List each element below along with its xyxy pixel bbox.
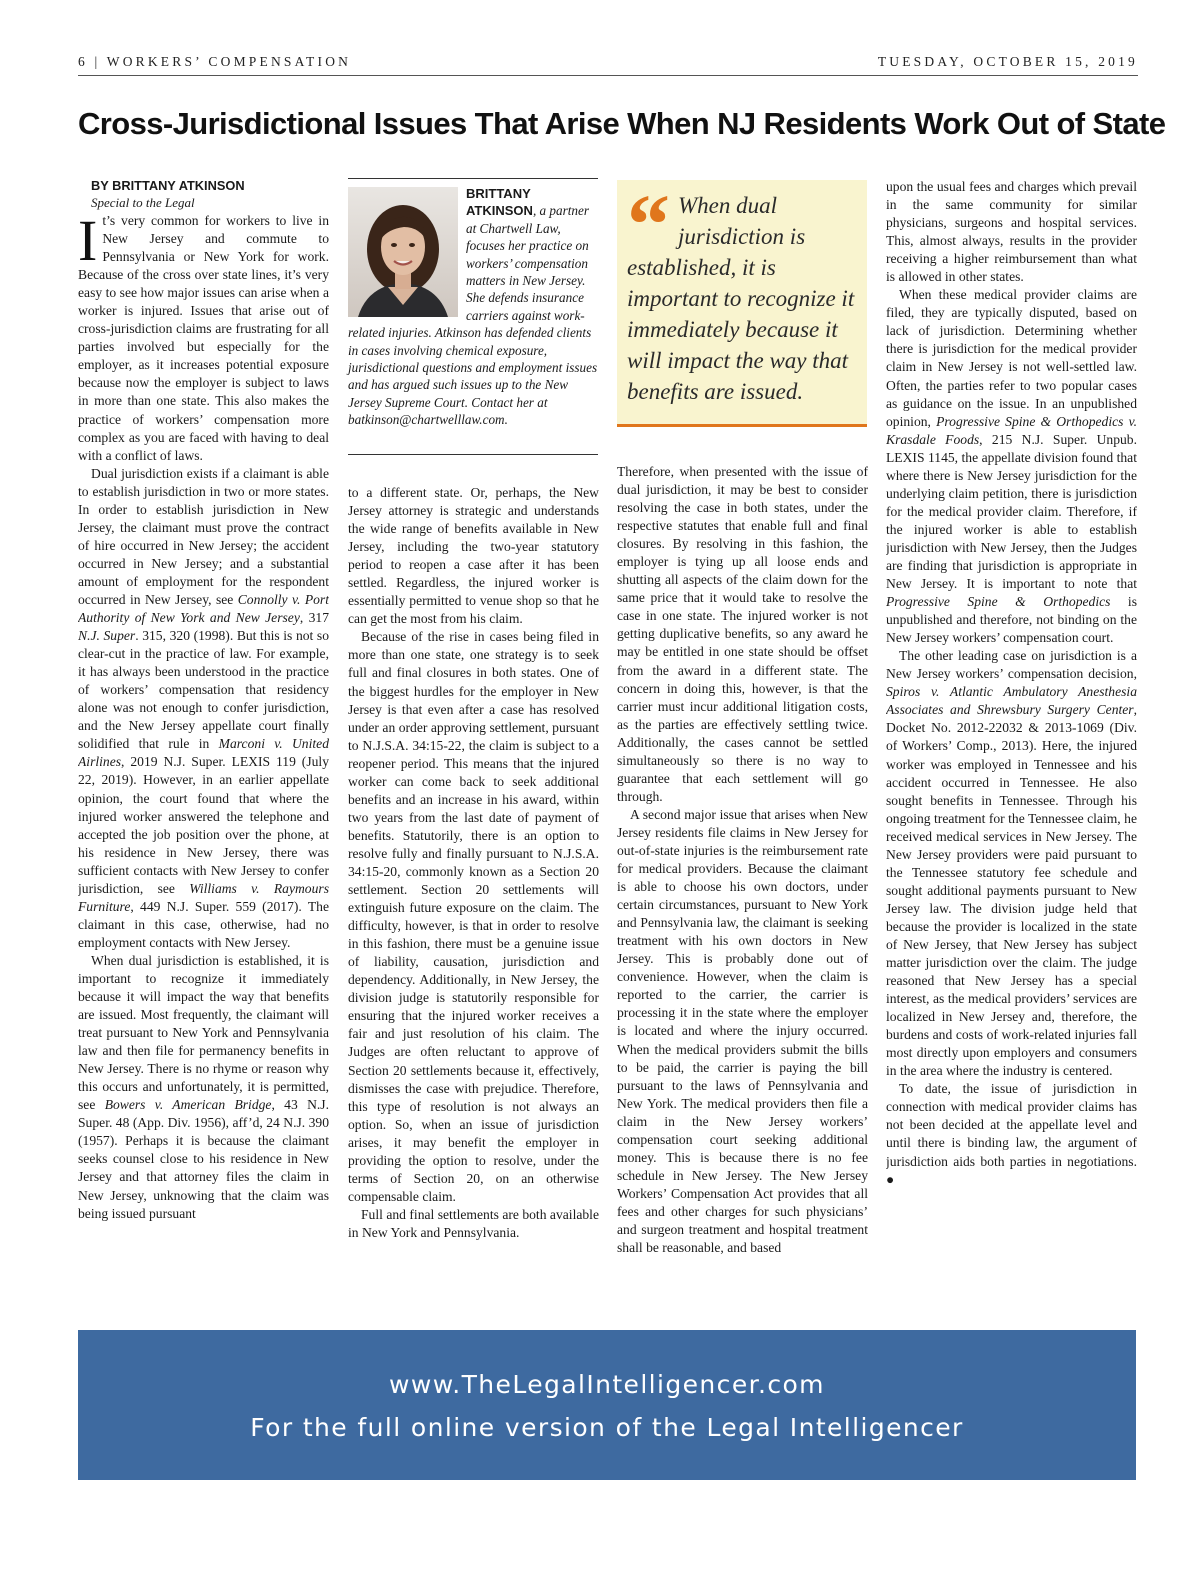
drop-cap: I bbox=[78, 208, 98, 273]
column-1 bbox=[78, 178, 329, 1315]
author-bio bbox=[348, 178, 598, 455]
banner-tagline: For the full online version of the Legal Intelligencer bbox=[250, 1413, 964, 1442]
paragraph: upon the usual fees and charges which prevail in the same community for similar physicians, surgeons and hospital services. This, almost always, results in the provider receiving a higher reimbursement than what is allowed in other states. bbox=[886, 179, 1137, 285]
byline-author: BY BRITTANY ATKINSON bbox=[91, 178, 245, 193]
case-citation: Marconi v. United Airlines bbox=[78, 736, 329, 770]
folio-bar bbox=[78, 54, 1138, 72]
bio-text: , a partner at Chartwell Law, focuses her practice on workers’ compensation matters in New Jersey. She defends insurance carriers against work-related injuries. Atkinson has defended clients in cases involving chemical exposure, jurisdictional questions and employment issues and has argued such issues up to the New Jersey Supreme Court. Contact her at batkinson@chartwelllaw.com. bbox=[348, 203, 598, 428]
column-2 bbox=[348, 484, 599, 1315]
case-citation: Progressive Spine & Orthopedics bbox=[886, 594, 1111, 610]
paragraph: When dual jurisdiction is established, it is important to recognize it immediately because it will impact the way that benefits are issued. Most frequently, the claimant will treat pursuant to New York and Pennsylvania law and then file for permanency benefits in New Jersey. There is no rhyme or reason why this occurs and unfortunately, it is permitted, see Bowers v. American Bridge, 43 N.J. Super. 48 (App. Div. 1956), aff’d, 24 N.J. 390 (1957). Perhaps it is because the claimant seeks counsel close to his residence in New Jersey and that attorney files the claim in New Jersey, unknowing that the claim was being issued pursuant bbox=[78, 952, 329, 1221]
column-4 bbox=[886, 178, 1137, 1315]
pull-quote-text: When dual jurisdiction is established, it is important to recognize it immediately because it will impact the way that benefits are issued. bbox=[627, 193, 855, 404]
quote-mark-icon: “ bbox=[627, 176, 670, 272]
end-mark-icon: ● bbox=[886, 1171, 895, 1187]
case-citation: Spiros v. Atlantic Ambulatory Anesthesia Associates and Shrewsbury Surgery Center bbox=[886, 684, 1137, 718]
author-photo bbox=[348, 187, 458, 317]
paragraph: When these medical provider claims are filed, they are typically disputed, based on lack of jurisdiction. Determining whether there is jurisdiction for the medical provider claim in New Jersey is not well-settled law. Often, the parties refer to two popular cases as guidance on the issue. In an unpublished opinion, Progressive Spine & Orthopedics v. Krasdale Foods, 215 N.J. Super. Unpub. LEXIS 1145, the appellate division found that where there is New Jersey jurisdiction for the underlying claim petition, there is jurisdiction for the medical provider claim. Therefore, if the injured worker is able to establish jurisdiction with New Jersey, then the Judges are finding that jurisdiction is appropriate in New Jersey. It is important to note that Progressive Spine & Orthopedics is unpublished and therefore, not binding on the New Jersey workers’ compensation court. bbox=[886, 287, 1137, 646]
header-rule bbox=[78, 75, 1138, 76]
paragraph: A second major issue that arises when New Jersey residents file claims in New Jersey for out-of-state injuries is the reimbursement rate for medical providers. Because the claimant is able to choose his own doctors, under certain circumstances, pursuant to New York and Pennsylvania law, the claimant is seeking treatment with his own doctors in New Jersey. This is probably done out of convenience. However, when the claim is reported to the carrier, the carrier is processing it in the state where the employer is located and where the injury occurred. When the medical providers submit the bills to be paid, the carrier is paying the bill pursuant to the laws of Pennsylvania and New York. The medical providers then file a claim in the New Jersey workers’ compensation court seeking additional money. This is because there is no fee schedule in New Jersey. The New Jersey Workers’ Compensation Act provides that all fees and other charges for such physicians’ and surgeon treatment and hospital treatment shall be reasonable, and based bbox=[617, 806, 868, 1256]
paragraph: Dual jurisdiction exists if a claimant is able to establish jurisdiction in two or more states. In order to establish jurisdiction in New Jersey, the claimant must prove the contract of hire occurred in New Jersey; the accident occurred in New Jersey; and a substantial amount of employment for the respondent occurred in New Jersey, see Connolly v. Port Authority of New York and New Jersey, 317 N.J. Super. 315, 320 (1998). But this is not so clear-cut in the practice of law. For example, it has always been understood in the practice of workers’ compensation that residency alone was not enough to confer jurisdiction, and the New Jersey appellate court finally solidified that rule in Marconi v. United Airlines, 2019 N.J. Super. LEXIS 119 (July 22, 2019). However, in an earlier appellate opinion, the court found that where the injured worker answered the telephone and accepted the job position over the phone, at his residence in New Jersey, there was sufficient contacts with New Jersey to confer jurisdiction, see Williams v. Raymours Furniture, 449 N.J. Super. 559 (2017). The claimant in this case, otherwise, had no employment contacts with New Jersey. bbox=[78, 465, 329, 950]
folio-date: TUESDAY, OCTOBER 15, 2019 bbox=[877, 54, 1138, 69]
bio-name: BRITTANY ATKINSON bbox=[466, 186, 533, 219]
paragraph: to a different state. Or, perhaps, the New Jersey attorney is strategic and understands the wide range of benefits available in New Jersey, including the two-year statutory period to reopen a case after it has been settled. Regardless, the injured worker is essentially permitted to venue shop so that he can get the most from his claim. bbox=[348, 485, 599, 627]
column-3 bbox=[617, 463, 868, 1315]
paragraph: Therefore, when presented with the issue of dual jurisdiction, it may be best to consider resolving the case in both states, under the respective statutes that enable full and final closures. By resolving in this fashion, the employer is tying up all loose ends and shutting all aspects of the claim down for the same price that it would take to resolve the case in one state. The injured worker is not getting duplicative benefits, so any award he may be entitled in one state should be offset from the award in a different state. The concern in doing this, however, is that the carrier must incur additional litigation costs, as the parties are effectively settling twice. Additionally, the cases cannot be settled simultaneously so there is no way to guarantee that each settlement will go through. bbox=[617, 464, 868, 804]
banner-url-link[interactable]: www.TheLegalIntelligencer.com bbox=[389, 1370, 825, 1399]
paragraph: Because of the rise in cases being filed in more than one state, one strategy is to seek full and final closures in both states. One of the biggest hurdles for the employer in New Jersey is that even after a case has resolved under an order approving settlement, pursuant to N.J.S.A. 34:15-22, the claim is subject to a reopener period. This means that the injured worker can come back to seek additional benefits and an increase in his award, within two years from the last date of payment of benefits. Statutorily, there is an option to resolve fully and finally pursuant to N.J.S.A. 34:15-20, commonly known as a Section 20 settlement. Section 20 settlements will extinguish future exposure on the claim. The difficulty, however, is that in order to resolve in this fashion, there must be a genuine issue of liability, causation, jurisdiction and dependency. Additionally, in New Jersey, the division judge is statutorily responsible for ensuring that the injured worker receives a fair and just resolution of his claim. The Judges are often reluctant to approve of Section 20 settlements because it, effectively, dismisses the case with prejudice. Therefore, this type of resolution is not always an option. So, when an issue of jurisdiction arises, it may benefit the employer in providing the option to resolve, under the terms of Section 20, on an otherwise compensable claim. bbox=[348, 629, 599, 1204]
pull-quote bbox=[617, 176, 867, 427]
case-citation: Williams v. Raymours Furniture bbox=[78, 880, 329, 914]
paragraph: The other leading case on jurisdiction is a New Jersey workers’ compensation decision, Spiros v. Atlantic Ambulatory Anesthesia Associates and Shrewsbury Surgery Center, Docket No. 2012-22032 & 2013-1069 (Div. of Workers’ Comp., 2013). Here, the injured worker was employed in Tennessee and his accident occurred in Tennessee. He also sought benefits in Tennessee. Through his ongoing treatment for the Tennessee claim, he received medical services in New Jersey. The New Jersey providers were paid pursuant to the Tennessee statutory fee schedule and sought additional payments pursuant to New Jersey law. The division judge held that because the provider is localized in the state of New Jersey, that New Jersey has subject matter jurisdiction over the claim. The judge reasoned that New Jersey has a special interest, as the medical providers’ services are localized in New Jersey and, therefore, the burdens and costs of work-related injuries fall most directly upon employers and consumers in the area where the industry is centered. bbox=[886, 648, 1137, 1079]
case-citation: Bowers v. American Bridge bbox=[104, 1097, 272, 1113]
article-headline: Cross-Jurisdictional Issues That Arise When NJ Residents Work Out of State bbox=[78, 106, 1166, 141]
folio-section: 6 | WORKERS’ COMPENSATION bbox=[78, 54, 352, 69]
byline-affiliation: Special to the Legal bbox=[91, 195, 195, 210]
paragraph: Full and final settlements are both available in New York and Pennsylvania. bbox=[348, 1206, 599, 1240]
paragraph: It’s very common for workers to live in New Jersey and commute to Pennsylvania or New York for work. Because of the cross over state lines, it’s very easy to see how major issues can arise when a worker is injured. Issues that arise out of cross-jurisdiction claims are frustrating for all parties involved but especially for the employer, as it increases potential exposure because now the employer is subject to laws in more than one state. This also makes the practice of workers’ compensation more complex as you are faced with having to deal with a conflict of laws. bbox=[78, 208, 329, 463]
promo-banner[interactable] bbox=[78, 1330, 1136, 1480]
case-citation: Progressive Spine & Orthopedics v. Krasdale Foods bbox=[886, 413, 1137, 447]
paragraph: To date, the issue of jurisdiction in connection with medical provider claims has not been decided at the appellate level and until there is binding law, the argument of jurisdiction aids both parties in negotiations. ● bbox=[886, 1081, 1137, 1187]
case-citation: Connolly v. Port Authority of New York and New Jersey bbox=[78, 591, 329, 626]
